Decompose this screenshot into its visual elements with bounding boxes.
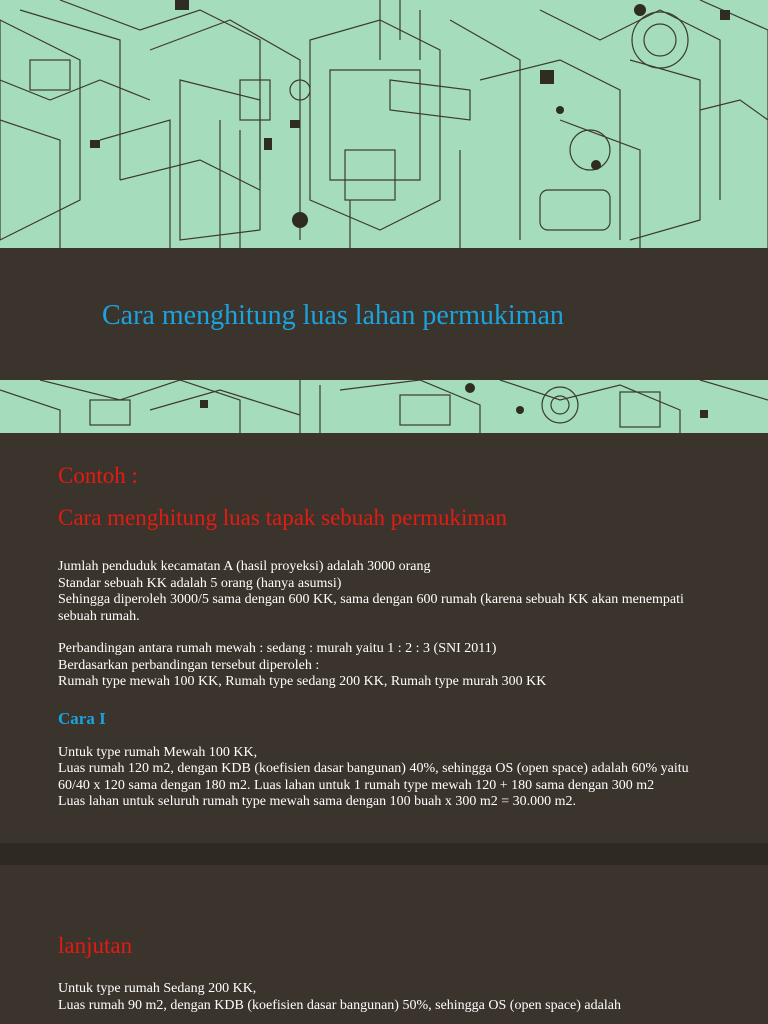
paragraph-line: Luas rumah 90 m2, dengan KDB (koefisien dasar bangunan) 50%, sehingga OS (open space) adalah [58,997,621,1013]
paragraph-line: Untuk type rumah Mewah 100 KK, [58,744,258,760]
slide-title: Cara menghitung luas lahan permukiman [102,300,564,331]
method-subheading: Cara I [58,708,106,728]
paragraph-line: Berdasarkan perbandingan tersebut diperoleh : [58,657,320,673]
example-heading: Contoh : [58,463,138,488]
city-illustration-banner-middle [0,380,768,433]
example-title: Cara menghitung luas tapak sebuah permukiman [58,505,508,530]
slide-next-content [58,925,718,1014]
paragraph-line: Rumah type mewah 100 KK, Rumah type sedang 200 KK, Rumah type murah 300 KK [58,674,547,689]
paragraph-line: Perbandingan antara rumah mewah : sedang : murah yaitu 1 : 2 : 3 (SNI 2011) [58,641,497,656]
slide-content [58,455,718,811]
paragraph-line: Sehingga diperoleh 3000/5 sama dengan 600 KK, sama dengan 600 rumah (karena sebuah KK akan menempati sebuah rumah. [58,592,684,624]
city-illustration-banner-top [0,0,768,248]
paragraph-line: Jumlah penduduk kecamatan A (hasil proyeksi) adalah 3000 orang [58,559,431,574]
city-sketch-top [0,0,768,248]
paragraph-line: Untuk type rumah Sedang 200 KK, [58,981,257,996]
slide-divider [0,843,768,865]
paragraph-line: Luas lahan untuk seluruh rumah type mewah sama dengan 100 buah x 300 m2 = 30.000 m2. [58,794,577,809]
paragraph-line: Luas rumah 120 m2, dengan KDB (koefisien dasar bangunan) 40%, sehingga OS (open space) adalah 60% yaitu 60/40 x 120 sama dengan 180 m2. Luas lahan untuk 1 rumah type mewah 120 + 180 sama dengan 300 m2 [58,761,689,793]
continued-heading: lanjutan [58,933,133,958]
city-sketch-middle [0,380,768,433]
paragraph-line: Standar sebuah KK adalah 5 orang (hanya asumsi) [58,575,342,591]
